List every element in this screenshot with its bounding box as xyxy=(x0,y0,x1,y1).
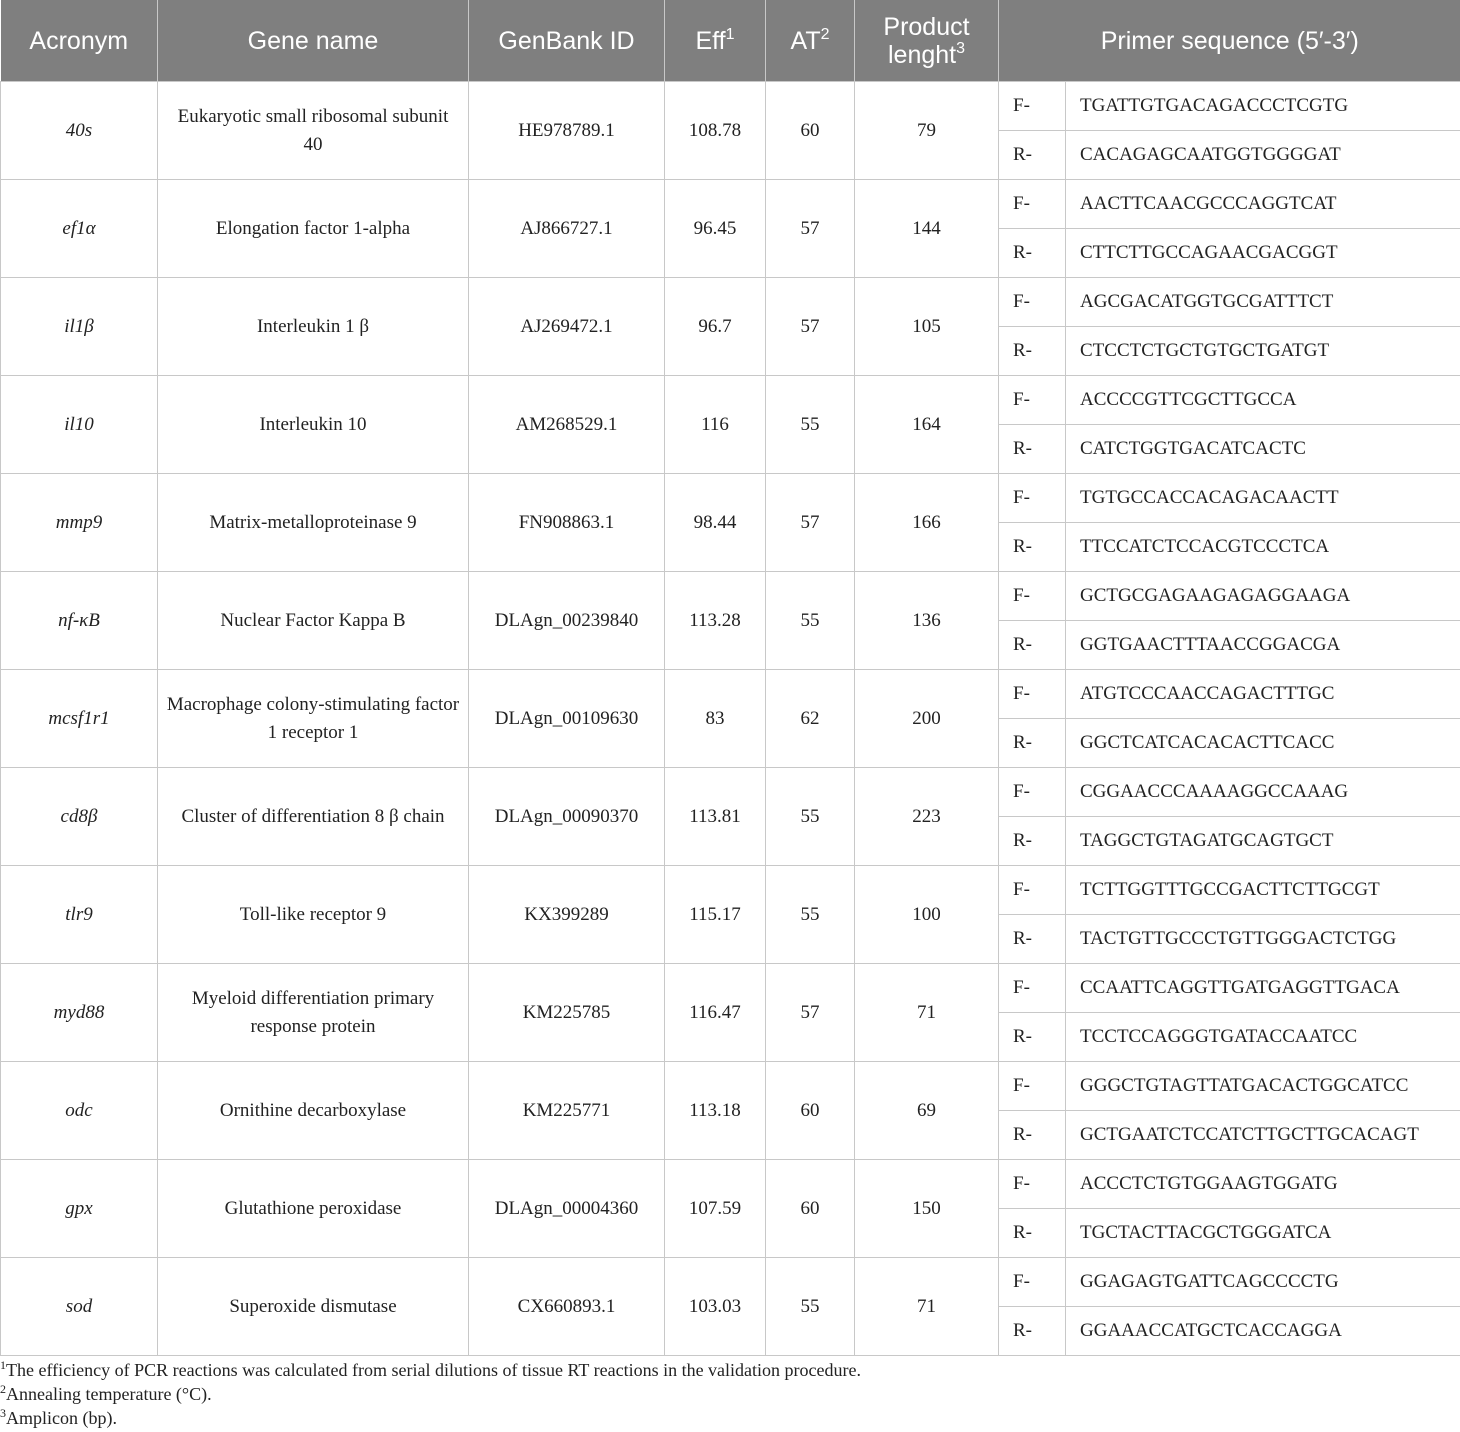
table-row xyxy=(1,376,1460,425)
product-length-cell: 144 xyxy=(855,180,999,278)
acronym-cell: 40s xyxy=(1,82,158,180)
acronym-cell: nf-κB xyxy=(1,572,158,670)
genbank-id-cell: AJ269472.1 xyxy=(469,278,665,376)
genbank-id-cell: DLAgn_00004360 xyxy=(469,1160,665,1258)
reverse-label: R- xyxy=(999,1307,1066,1356)
genbank-id-cell: DLAgn_00109630 xyxy=(469,670,665,768)
gene-name-cell: Eukaryotic small ribosomal subunit 40 xyxy=(158,82,469,180)
footnote-mark: 3 xyxy=(0,1406,6,1420)
table-row xyxy=(1,964,1460,1013)
gene-name-cell: Interleukin 1 β xyxy=(158,278,469,376)
reverse-sequence: CTCCTCTGCTGTGCTGATGT xyxy=(1066,327,1460,376)
acronym-cell: tlr9 xyxy=(1,866,158,964)
header-product-line2: lenght xyxy=(887,40,957,69)
product-length-cell: 164 xyxy=(855,376,999,474)
efficiency-cell: 113.28 xyxy=(665,572,766,670)
table-body xyxy=(1,82,1460,1356)
forward-label: F- xyxy=(999,964,1066,1013)
efficiency-cell: 83 xyxy=(665,670,766,768)
header-primer-sequence: Primer sequence (5′-3′) xyxy=(999,0,1460,82)
forward-sequence: TCTTGGTTTGCCGACTTCTTGCGT xyxy=(1066,866,1460,915)
efficiency-cell: 108.78 xyxy=(665,82,766,180)
forward-sequence: TGTGCCACCACAGACAACTT xyxy=(1066,474,1460,523)
genbank-id-cell: DLAgn_00090370 xyxy=(469,768,665,866)
annealing-temp-cell: 55 xyxy=(766,376,855,474)
forward-sequence: ATGTCCCAACCAGACTTTGC xyxy=(1066,670,1460,719)
forward-label: F- xyxy=(999,376,1066,425)
header-at xyxy=(766,0,855,82)
forward-sequence: CGGAACCCAAAAGGCCAAAG xyxy=(1066,768,1460,817)
reverse-label: R- xyxy=(999,1111,1066,1160)
gene-name-cell: Matrix-metalloproteinase 9 xyxy=(158,474,469,572)
header-product-line1: Product xyxy=(883,12,970,41)
header-at-footnote-mark: 2 xyxy=(820,25,830,43)
reverse-sequence: TGCTACTTACGCTGGGATCA xyxy=(1066,1209,1460,1258)
footnote-text: Amplicon (bp). xyxy=(6,1408,117,1428)
forward-sequence: ACCCTCTGTGGAAGTGGATG xyxy=(1066,1160,1460,1209)
forward-sequence: GGGCTGTAGTTATGACACTGGCATCC xyxy=(1066,1062,1460,1111)
forward-label: F- xyxy=(999,1062,1066,1111)
gene-name-cell: Macrophage colony-stimulating factor 1 receptor 1 xyxy=(158,670,469,768)
header-gene-name: Gene name xyxy=(158,0,469,82)
efficiency-cell: 96.7 xyxy=(665,278,766,376)
reverse-sequence: GGAAACCATGCTCACCAGGA xyxy=(1066,1307,1460,1356)
product-length-cell: 166 xyxy=(855,474,999,572)
acronym-cell: ef1α xyxy=(1,180,158,278)
efficiency-cell: 96.45 xyxy=(665,180,766,278)
reverse-label: R- xyxy=(999,229,1066,278)
product-length-cell: 100 xyxy=(855,866,999,964)
footnote xyxy=(0,1406,861,1430)
footnote-text: Annealing temperature (°C). xyxy=(6,1384,212,1404)
gene-name-cell: Nuclear Factor Kappa B xyxy=(158,572,469,670)
header-genbank-id: GenBank ID xyxy=(469,0,665,82)
reverse-label: R- xyxy=(999,719,1066,768)
acronym-cell: gpx xyxy=(1,1160,158,1258)
header-product-length xyxy=(855,0,999,82)
forward-label: F- xyxy=(999,278,1066,327)
annealing-temp-cell: 60 xyxy=(766,82,855,180)
forward-sequence: AACTTCAACGCCCAGGTCAT xyxy=(1066,180,1460,229)
efficiency-cell: 116.47 xyxy=(665,964,766,1062)
forward-label: F- xyxy=(999,474,1066,523)
product-length-cell: 105 xyxy=(855,278,999,376)
forward-sequence: CCAATTCAGGTTGATGAGGTTGACA xyxy=(1066,964,1460,1013)
table-row xyxy=(1,572,1460,621)
acronym-cell: il10 xyxy=(1,376,158,474)
product-length-cell: 71 xyxy=(855,1258,999,1356)
forward-label: F- xyxy=(999,572,1066,621)
footnote-mark: 1 xyxy=(0,1358,6,1372)
forward-label: F- xyxy=(999,866,1066,915)
acronym-cell: myd88 xyxy=(1,964,158,1062)
reverse-label: R- xyxy=(999,523,1066,572)
product-length-cell: 69 xyxy=(855,1062,999,1160)
reverse-label: R- xyxy=(999,1209,1066,1258)
product-length-cell: 223 xyxy=(855,768,999,866)
reverse-label: R- xyxy=(999,915,1066,964)
acronym-cell: odc xyxy=(1,1062,158,1160)
forward-sequence: TGATTGTGACAGACCCTCGTG xyxy=(1066,82,1460,131)
efficiency-cell: 103.03 xyxy=(665,1258,766,1356)
reverse-sequence: CACAGAGCAATGGTGGGGAT xyxy=(1066,131,1460,180)
forward-sequence: GGAGAGTGATTCAGCCCCTG xyxy=(1066,1258,1460,1307)
reverse-label: R- xyxy=(999,621,1066,670)
acronym-cell: il1β xyxy=(1,278,158,376)
table-row xyxy=(1,278,1460,327)
gene-name-cell: Elongation factor 1-alpha xyxy=(158,180,469,278)
annealing-temp-cell: 55 xyxy=(766,1258,855,1356)
gene-name-cell: Cluster of differentiation 8 β chain xyxy=(158,768,469,866)
annealing-temp-cell: 57 xyxy=(766,180,855,278)
genbank-id-cell: HE978789.1 xyxy=(469,82,665,180)
efficiency-cell: 98.44 xyxy=(665,474,766,572)
footnote xyxy=(0,1358,861,1382)
footnote xyxy=(0,1382,861,1406)
header-eff-footnote-mark: 1 xyxy=(725,25,735,43)
gene-name-cell: Myeloid differentiation primary response protein xyxy=(158,964,469,1062)
efficiency-cell: 113.81 xyxy=(665,768,766,866)
genbank-id-cell: FN908863.1 xyxy=(469,474,665,572)
genbank-id-cell: KM225785 xyxy=(469,964,665,1062)
footnote-mark: 2 xyxy=(0,1382,6,1396)
reverse-sequence: GGCTCATCACACACTTCACC xyxy=(1066,719,1460,768)
reverse-sequence: TAGGCTGTAGATGCAGTGCT xyxy=(1066,817,1460,866)
forward-label: F- xyxy=(999,1258,1066,1307)
table-row xyxy=(1,474,1460,523)
reverse-sequence: TCCTCCAGGGTGATACCAATCC xyxy=(1066,1013,1460,1062)
acronym-cell: mcsf1r1 xyxy=(1,670,158,768)
annealing-temp-cell: 60 xyxy=(766,1160,855,1258)
forward-sequence: ACCCCGTTCGCTTGCCA xyxy=(1066,376,1460,425)
reverse-label: R- xyxy=(999,817,1066,866)
forward-label: F- xyxy=(999,82,1066,131)
annealing-temp-cell: 60 xyxy=(766,1062,855,1160)
acronym-cell: cd8β xyxy=(1,768,158,866)
table-row xyxy=(1,670,1460,719)
product-length-cell: 136 xyxy=(855,572,999,670)
product-length-cell: 200 xyxy=(855,670,999,768)
annealing-temp-cell: 57 xyxy=(766,474,855,572)
header-at-label: AT xyxy=(790,26,821,55)
table-row xyxy=(1,180,1460,229)
table-row xyxy=(1,1258,1460,1307)
header-acronym: Acronym xyxy=(1,0,158,82)
header-eff xyxy=(665,0,766,82)
reverse-sequence: TACTGTTGCCCTGTTGGGACTCTGG xyxy=(1066,915,1460,964)
forward-label: F- xyxy=(999,670,1066,719)
forward-label: F- xyxy=(999,180,1066,229)
forward-label: F- xyxy=(999,1160,1066,1209)
reverse-label: R- xyxy=(999,425,1066,474)
genbank-id-cell: AM268529.1 xyxy=(469,376,665,474)
footnotes xyxy=(0,1358,861,1430)
reverse-sequence: GGTGAACTTTAACCGGACGA xyxy=(1066,621,1460,670)
footnote-text: The efficiency of PCR reactions was calculated from serial dilutions of tissue RT reactions in the validation procedure. xyxy=(6,1360,861,1380)
forward-sequence: AGCGACATGGTGCGATTTCT xyxy=(1066,278,1460,327)
reverse-sequence: CTTCTTGCCAGAACGACGGT xyxy=(1066,229,1460,278)
efficiency-cell: 107.59 xyxy=(665,1160,766,1258)
header-row xyxy=(1,0,1460,82)
efficiency-cell: 113.18 xyxy=(665,1062,766,1160)
gene-name-cell: Toll-like receptor 9 xyxy=(158,866,469,964)
reverse-label: R- xyxy=(999,131,1066,180)
acronym-cell: sod xyxy=(1,1258,158,1356)
gene-name-cell: Interleukin 10 xyxy=(158,376,469,474)
annealing-temp-cell: 57 xyxy=(766,278,855,376)
reverse-label: R- xyxy=(999,1013,1066,1062)
forward-label: F- xyxy=(999,768,1066,817)
genbank-id-cell: KM225771 xyxy=(469,1062,665,1160)
acronym-cell: mmp9 xyxy=(1,474,158,572)
header-product-footnote-mark: 3 xyxy=(956,39,966,57)
header-eff-label: Eff xyxy=(695,26,726,55)
reverse-label: R- xyxy=(999,327,1066,376)
genbank-id-cell: KX399289 xyxy=(469,866,665,964)
gene-name-cell: Superoxide dismutase xyxy=(158,1258,469,1356)
table-row xyxy=(1,768,1460,817)
reverse-sequence: CATCTGGTGACATCACTC xyxy=(1066,425,1460,474)
table-row xyxy=(1,866,1460,915)
gene-name-cell: Ornithine decarboxylase xyxy=(158,1062,469,1160)
reverse-sequence: TTCCATCTCCACGTCCCTCA xyxy=(1066,523,1460,572)
gene-name-cell: Glutathione peroxidase xyxy=(158,1160,469,1258)
product-length-cell: 71 xyxy=(855,964,999,1062)
annealing-temp-cell: 55 xyxy=(766,866,855,964)
annealing-temp-cell: 55 xyxy=(766,572,855,670)
table-row xyxy=(1,1160,1460,1209)
genbank-id-cell: AJ866727.1 xyxy=(469,180,665,278)
genbank-id-cell: DLAgn_00239840 xyxy=(469,572,665,670)
annealing-temp-cell: 55 xyxy=(766,768,855,866)
efficiency-cell: 115.17 xyxy=(665,866,766,964)
table-row xyxy=(1,1062,1460,1111)
genbank-id-cell: CX660893.1 xyxy=(469,1258,665,1356)
annealing-temp-cell: 57 xyxy=(766,964,855,1062)
product-length-cell: 150 xyxy=(855,1160,999,1258)
table-row xyxy=(1,82,1460,131)
efficiency-cell: 116 xyxy=(665,376,766,474)
forward-sequence: GCTGCGAGAAGAGAGGAAGA xyxy=(1066,572,1460,621)
annealing-temp-cell: 62 xyxy=(766,670,855,768)
product-length-cell: 79 xyxy=(855,82,999,180)
reverse-sequence: GCTGAATCTCCATCTTGCTTGCACAGT xyxy=(1066,1111,1460,1160)
